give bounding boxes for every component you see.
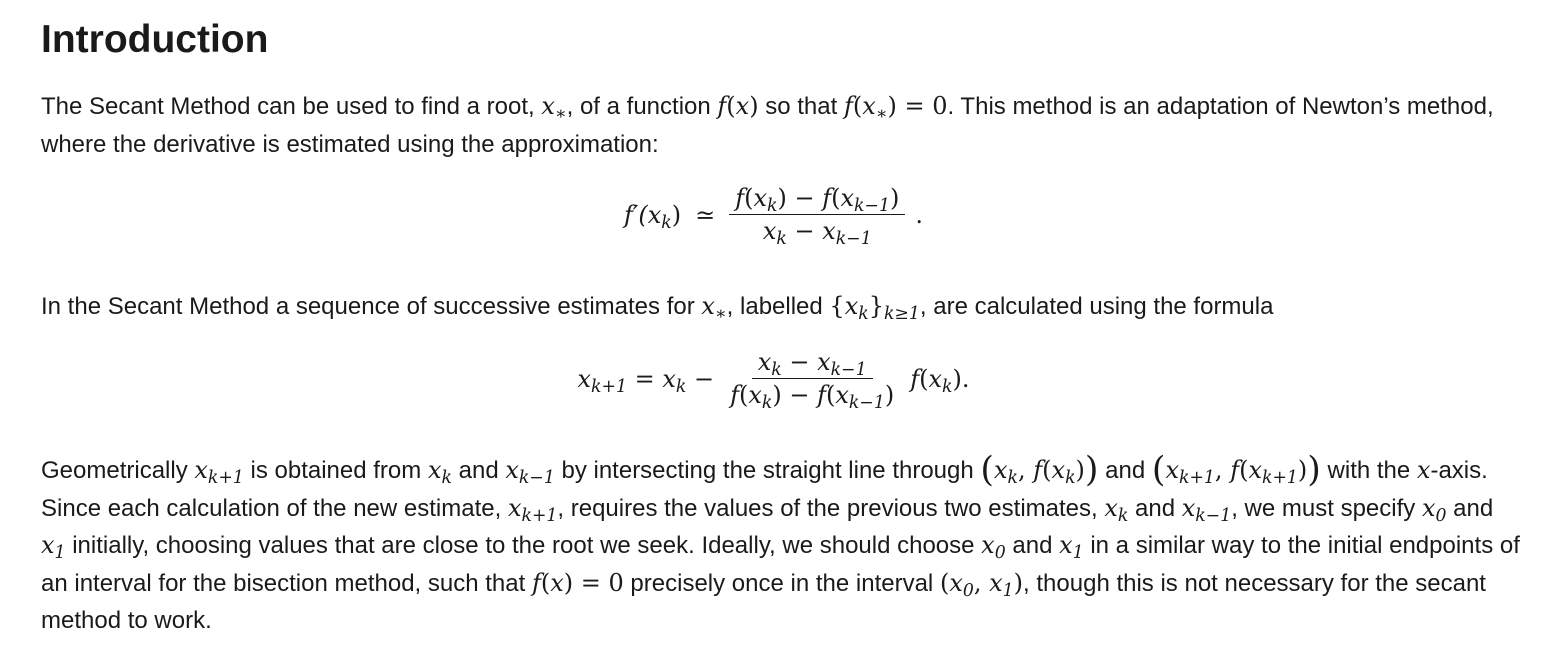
math-function: f(x) [717, 92, 759, 120]
equation-relation: ≃ [695, 200, 716, 229]
math-xk1: $x_{k+1}$ [194, 456, 244, 488]
math-point-k: ($x_k$, $f(x_k)$) [980, 449, 1099, 490]
text-run: The Secant Method can be used to find a root, [41, 93, 542, 120]
text-run: , are calculated using the formula [919, 293, 1274, 320]
text-run: Geometrically [41, 457, 195, 484]
fraction-numerator: $x_k - x_{k-1}$ [752, 348, 873, 379]
text-run: In the Secant Method a sequence of successive estimates for [41, 293, 702, 320]
paragraph-intro [41, 88, 1521, 163]
text-run: and [1128, 494, 1182, 522]
fraction-denominator: $f(x_k) - f(x_{k-1})$ [730, 381, 895, 413]
text-run: initially, choosing values that are close to the root we seek. Ideally, we should choose [65, 532, 982, 559]
equation-secant-formula [0, 348, 1547, 413]
text-run: by intersecting the straight line through [554, 457, 981, 484]
text-run: with the [1320, 457, 1417, 484]
equation-lhs: $f'(x_k)$ [624, 200, 682, 233]
text-run: and [451, 457, 506, 484]
text-run: and [1005, 532, 1060, 559]
math-x0: $x_0$ [1421, 493, 1447, 526]
paragraph-sequence [41, 288, 1521, 326]
math-point-k1: ($x_{k+1}$, $f(x_{k+1})$) [1151, 449, 1321, 490]
math-xkm1: $x_{k-1}$ [1181, 493, 1232, 526]
text-run: and [1446, 494, 1494, 522]
text-run: and [1098, 457, 1152, 484]
math-root: $x_∗$ [541, 92, 567, 124]
equation-tail: $f(x_k)$. [910, 364, 970, 397]
math-interval: ($x_0$, $x_1$) [939, 568, 1024, 601]
text-run: precisely once in the interval [623, 569, 940, 597]
fraction-denominator: $x_k - x_{k-1}$ [762, 217, 872, 249]
math-xk1: $x_{k+1}$ [507, 493, 558, 526]
equation-fraction [729, 184, 905, 249]
math-x0: $x_0$ [981, 531, 1006, 563]
math-xk: $x_k$ [1104, 493, 1129, 526]
math-x1: $x_1$ [1059, 531, 1084, 563]
math-x: x [1416, 456, 1431, 484]
equation-fraction [724, 348, 900, 413]
math-sequence: $\{x_k\}_{k\ge 1}$ [829, 292, 920, 324]
section-title: Introduction [41, 18, 269, 61]
text-run: -axis. Since each calculation of the new estimate, [41, 457, 1488, 522]
fraction-numerator: $f(x_k) - f(x_{k-1})$ [729, 184, 905, 215]
equation-lhs: $x_{k+1} = x_k$ − [577, 364, 715, 397]
math-xk: $x_k$ [427, 456, 452, 488]
text-run: in a similar way to the initial endpoints of an interval for the bisection method, such that [41, 532, 1520, 597]
math-xkm1: $x_{k-1}$ [505, 456, 555, 488]
math-root: $x_∗$ [701, 292, 727, 324]
text-run: . This method is an adaptation of Newton’s method, where the derivative is estimated using the approximation: [41, 93, 1494, 158]
text-run: is obtained from [243, 457, 428, 484]
text-run: , though this is not necessary for the secant method to work. [41, 569, 1486, 634]
math-fx-zero: f(x) = 0 [531, 568, 624, 597]
text-run: , of a function [566, 93, 718, 120]
text-run: , labelled [726, 293, 830, 320]
equation-derivative-approx [0, 184, 1547, 249]
paragraph-geometry [41, 449, 1521, 640]
equation-period: . [915, 200, 923, 229]
text-run: , we must specify [1231, 494, 1422, 522]
text-run: , requires the values of the previous two estimates, [557, 494, 1105, 522]
math-root-condition: $f(x_∗) = 0$ [843, 92, 948, 124]
math-x1: $x_1$ [41, 531, 66, 563]
text-run: so that [758, 93, 844, 120]
